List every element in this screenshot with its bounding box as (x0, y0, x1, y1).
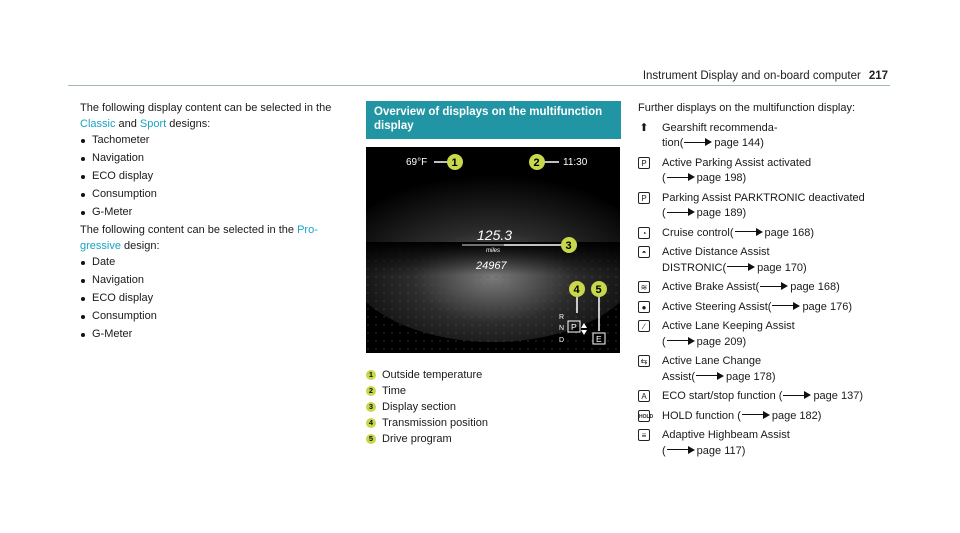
legend-item (366, 415, 621, 431)
section-heading: Overview of displays on the multifunction display (366, 101, 621, 139)
feature-text: HOLD function ( (662, 409, 741, 422)
cluster-svg (366, 147, 620, 353)
gearshift-up-icon: ⬆ (639, 121, 649, 134)
feature-item (638, 121, 898, 152)
page-ref-arrow-icon (696, 371, 724, 381)
page-ref-link[interactable]: page 117) (696, 444, 746, 457)
feature-text: ( (662, 207, 666, 219)
callout-number: 4 (573, 284, 580, 296)
feature-item (638, 300, 898, 316)
page-ref-link[interactable]: page 209) (696, 335, 747, 348)
gear-r: R (559, 314, 565, 321)
trip-distance-value: 125.3 (477, 227, 513, 243)
further-displays-column (638, 101, 898, 459)
page-ref-arrow-icon (783, 390, 811, 400)
and-text: and (115, 117, 140, 130)
eco-start-stop-icon: A (638, 390, 650, 402)
intro-progressive (80, 223, 350, 254)
feature-item (638, 389, 898, 405)
callout-number: 5 (595, 284, 602, 296)
gear-d: D (559, 337, 565, 344)
legend-item (366, 367, 621, 383)
feature-text: Adaptive Highbeam Assist (662, 429, 790, 441)
legend-number: 3 (366, 402, 376, 412)
callout-number: 3 (565, 240, 572, 252)
list-item: Tachometer (80, 133, 350, 149)
page-ref-link[interactable]: page 144) (714, 137, 764, 149)
page-ref-link[interactable]: page 137) (813, 390, 863, 402)
display-content-column (80, 101, 350, 345)
feature-item (638, 226, 898, 242)
steering-assist-icon: ● (638, 301, 650, 313)
sport-link[interactable]: Sport (139, 117, 167, 130)
legend-item (366, 431, 621, 447)
page-ref-link[interactable]: page 178) (726, 370, 776, 383)
feature-item (638, 428, 898, 459)
feature-text: ( (662, 444, 666, 457)
legend-label: Time (382, 385, 407, 397)
feature-text: Cruise control( (662, 226, 734, 239)
feature-text: Active Distance Assist (662, 246, 770, 258)
time-value: 11:30 (563, 157, 588, 168)
feature-text: Active Brake Assist( (662, 281, 760, 293)
gear-p: P (571, 322, 577, 332)
list-item: Date (80, 255, 350, 271)
page-ref-link[interactable]: page 189) (696, 207, 747, 219)
page-ref-link[interactable]: page 198) (696, 172, 747, 184)
legend-item (366, 383, 621, 399)
progressive-link[interactable]: Pro-gressive (80, 224, 318, 252)
feature-item (638, 191, 898, 222)
feature-text: Parking Assist PARKTRONIC deactivated (662, 191, 865, 204)
intro-text: The following content can be selected in the (80, 224, 298, 236)
page-ref-arrow-icon (727, 262, 755, 272)
page-ref-link[interactable]: page 170) (757, 261, 807, 274)
feature-item (638, 409, 898, 425)
feature-text: ( (662, 172, 666, 184)
lane-change-icon: ⇆ (638, 355, 650, 367)
designs-text: designs: (166, 117, 211, 130)
legend-label: Outside temperature (382, 369, 483, 381)
callout-number: 2 (533, 157, 540, 169)
legend-label: Display section (382, 401, 456, 413)
drive-program-value: E (596, 334, 602, 344)
header-rule (68, 85, 890, 86)
multifunction-display-image (366, 147, 620, 353)
header-title: Instrument Display and on-board computer (642, 70, 861, 82)
outside-temp-value: 69°F (406, 157, 428, 168)
legend-number: 1 (366, 370, 376, 380)
feature-item (638, 319, 898, 350)
further-intro: Further displays on the multifunction display: (638, 102, 856, 114)
page-number: 217 (868, 70, 888, 82)
feature-text: Active Lane Keeping Assist (662, 320, 795, 332)
feature-item (638, 354, 898, 385)
feature-text: Active Parking Assist activated (662, 156, 812, 169)
list-item: G-Meter (80, 205, 350, 221)
odometer-value: 24967 (476, 260, 507, 272)
brake-assist-off-icon: ≋ (638, 281, 650, 293)
feature-text: Active Steering Assist( (662, 300, 772, 313)
page-ref-arrow-icon (735, 227, 763, 237)
feature-text: Active Lane Change (662, 355, 762, 367)
feature-item (638, 156, 898, 187)
legend-number: 2 (366, 386, 376, 396)
classic-sport-list (80, 133, 350, 221)
page-ref-arrow-icon (667, 172, 695, 182)
feature-item (638, 280, 898, 296)
list-item: ECO display (80, 169, 350, 185)
feature-text: tion( (662, 137, 684, 149)
cruise-control-icon: ◔ (638, 227, 650, 239)
list-item: G-Meter (80, 327, 350, 343)
feature-item (638, 245, 898, 276)
classic-link[interactable]: Classic (80, 117, 116, 130)
gear-n: N (559, 325, 565, 332)
feature-text: ( (662, 335, 666, 348)
callout-legend (366, 367, 621, 447)
page-ref-arrow-icon (667, 336, 695, 346)
feature-text: Gearshift recommenda- (662, 121, 778, 134)
page-ref-link[interactable]: page 176) (802, 300, 852, 313)
legend-label: Transmission position (382, 417, 488, 429)
distronic-icon: ◓ (638, 246, 650, 258)
list-item: Navigation (80, 151, 350, 167)
adaptive-highbeam-icon: ≡ (638, 429, 650, 441)
page-ref-arrow-icon (772, 301, 800, 311)
legend-number: 4 (366, 418, 376, 428)
legend-item (366, 399, 621, 415)
callout-number: 1 (451, 157, 458, 169)
page-ref-link[interactable]: page 182) (771, 409, 822, 422)
page-ref-link[interactable]: page 168) (764, 226, 815, 239)
page-ref-arrow-icon (742, 410, 770, 420)
list-item: Consumption (80, 187, 350, 203)
feature-text: Assist( (662, 370, 695, 383)
intro-classic-sport (80, 101, 350, 132)
list-item: Consumption (80, 309, 350, 325)
legend-label: Drive program (382, 433, 452, 445)
page-ref-arrow-icon (684, 137, 712, 147)
intro-text: The following display content can be selected in the (80, 102, 332, 114)
page-ref-link[interactable]: page 168) (790, 281, 840, 293)
overview-column (366, 101, 621, 447)
page-ref-arrow-icon (667, 445, 695, 455)
design-text: design: (120, 239, 160, 252)
page-ref-arrow-icon (760, 281, 788, 291)
hold-icon: HOLD (638, 410, 650, 422)
lane-keeping-icon: ∕ (638, 320, 650, 332)
distance-unit: miles (486, 248, 501, 254)
list-item: ECO display (80, 291, 350, 307)
feature-text: DISTRONIC( (662, 261, 727, 274)
feature-text: ECO start/stop function ( (662, 390, 783, 402)
progressive-list (80, 255, 350, 343)
page-ref-arrow-icon (667, 207, 695, 217)
list-item: Navigation (80, 273, 350, 289)
parking-assist-icon: P (638, 157, 650, 169)
legend-number: 5 (366, 434, 376, 444)
parktronic-off-icon: P (638, 192, 650, 204)
running-header (643, 70, 888, 82)
